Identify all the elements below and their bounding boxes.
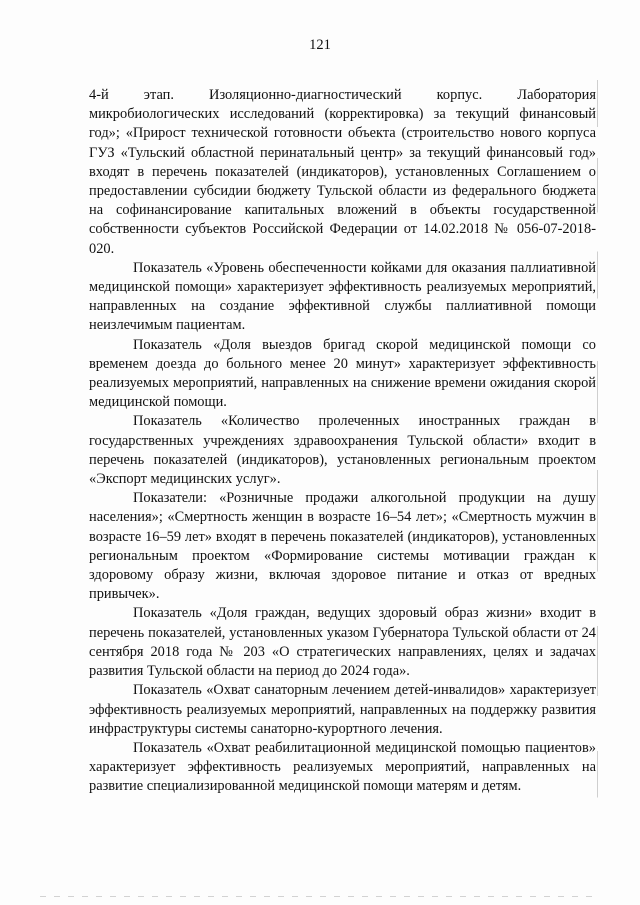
paragraph-3: Показатель «Доля выездов бригад скорой медицинской помощи со временем доезда до больного менее 20 минут» характеризует эффективность реализуемых мероприятий, направленных на снижение времени ожидания скорой медицинской помощи. xyxy=(89,336,596,411)
scan-edge-artifact xyxy=(597,80,598,860)
paragraph-2: Показатель «Уровень обеспеченности койками для оказания паллиативной медицинской помощи» характеризует эффективность реализуемых мероприятий, направленных на создание эффективной службы паллиативной помощи неизлечимым пациентам. xyxy=(89,259,596,334)
scan-bottom-artifact xyxy=(40,896,600,897)
paragraph-8: Показатель «Охват реабилитационной медицинской помощью пациентов» характеризует эффективность реализуемых мероприятий, направленных на развитие специализированной медицинской помощи матерям и детям. xyxy=(89,739,596,795)
paragraph-5: Показатели: «Розничные продажи алкогольной продукции на душу населения»; «Смертность женщин в возрасте 16–54 лет»; «Смертность мужчин в возрасте 16–59 лет» входят в перечень показателей (индикаторов), установленных региональным проектом «Формирование системы мотивации граждан к здоровому образу жизни, включая здоровое питание и отказ от вредных привычек». xyxy=(89,490,596,603)
paragraph-4: Показатель «Количество пролеченных иностранных граждан в государственных учреждениях здравоохранения Тульской области» входит в перечень показателей (индикаторов), установленных региональным проектом «Экспорт медицинских услуг». xyxy=(89,413,596,488)
document-body xyxy=(89,86,596,797)
page-number: 121 xyxy=(309,37,331,53)
paragraph-6: Показатель «Доля граждан, ведущих здоровый образ жизни» входит в перечень показателей, установленных указом Губернатора Тульской области от 24 сентября 2018 года № 203 «О стратегических направлениях, целях и задачах развития Тульской области на период до 2024 года». xyxy=(89,605,596,680)
paragraph-1: 4-й этап. Изоляционно-диагностический корпус. Лаборатория микробиологических исследований (корректировка) за текущий финансовый год»; «Прирост технической готовности объекта (строительство нового корпуса ГУЗ «Тульский областной перинатальный центр» за текущий финансовый год» входят в перечень показателей (индикаторов), установленных Соглашением о предоставлении субсидии бюджету Тульской области из федерального бюджета на софинансирование капитальных вложений в объекты государственной собственности субъектов Российской Федерации от 14.02.2018 № 056-07-2018-020. xyxy=(89,87,596,257)
paragraph-7: Показатель «Охват санаторным лечением детей-инвалидов» характеризует эффективность реализуемых мероприятий, направленных на поддержку развития инфраструктуры системы санаторно-курортного лечения. xyxy=(89,682,596,737)
